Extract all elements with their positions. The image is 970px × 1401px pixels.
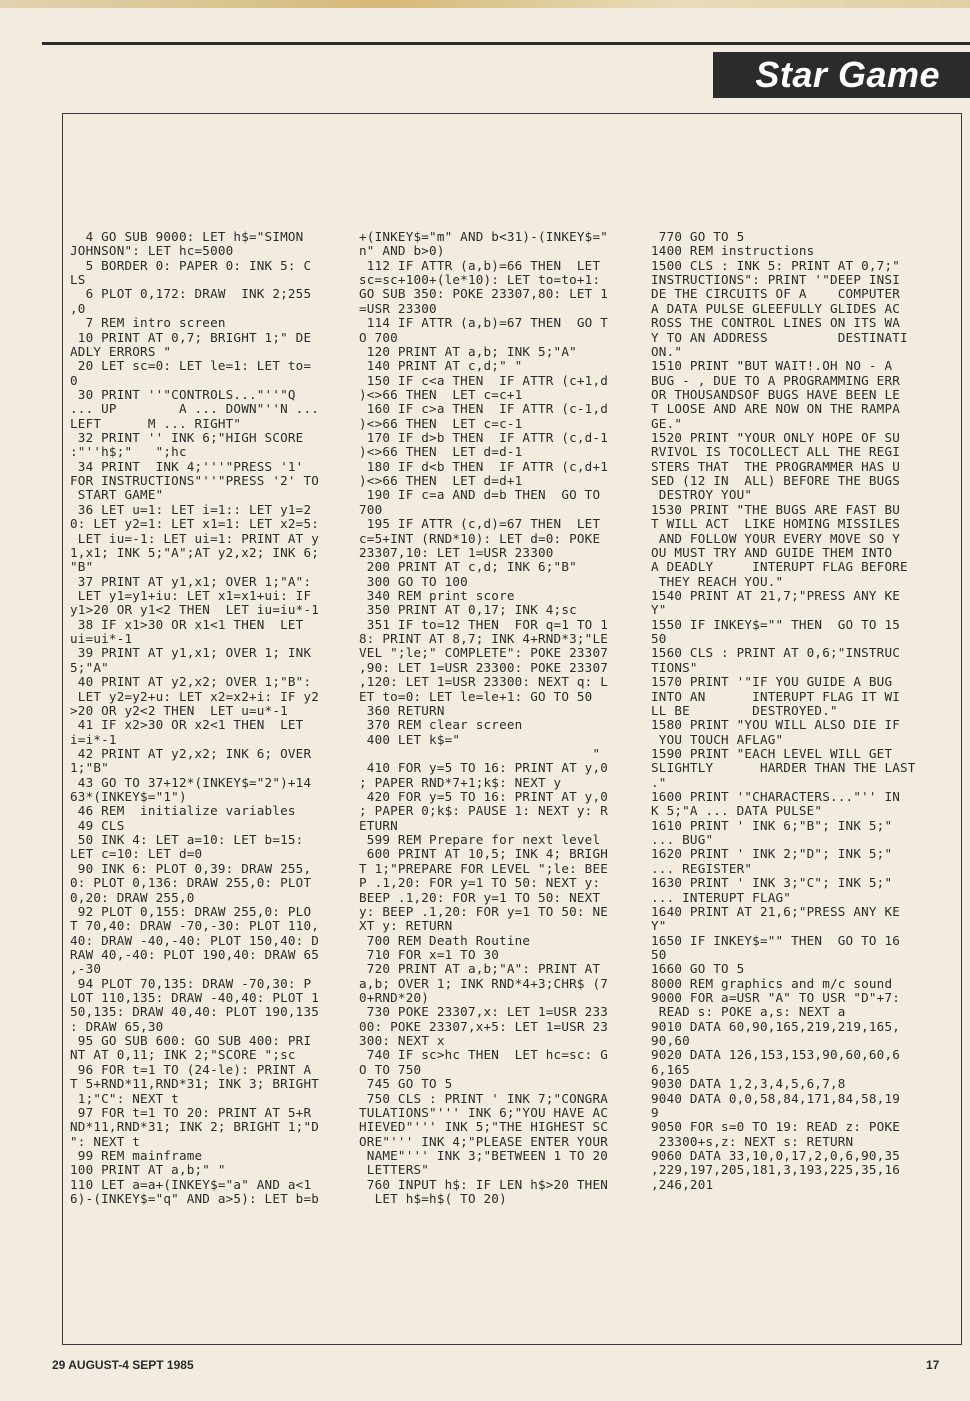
code-line: LET c=10: LET d=0 <box>70 846 203 862</box>
code-line: 400 LET k$=" <box>359 731 461 747</box>
code-line: 99 REM mainframe <box>70 1148 203 1163</box>
listing-column-3 <box>651 230 936 1192</box>
code-line: Y" <box>651 918 667 934</box>
code-line: 1;"C": NEXT t <box>70 1090 179 1106</box>
code-line: ORE"''' INK 4;"PLEASE ENTER YOUR <box>359 1133 609 1149</box>
code-line: 0+RND*20) <box>359 990 430 1006</box>
page-edge-tint <box>0 0 970 8</box>
code-line: JOHNSON": LET hc=5000 <box>70 243 234 259</box>
code-line: 1560 CLS : PRINT AT 0,6;"INSTRUC <box>651 645 901 661</box>
code-line: LEFT M ... RIGHT" <box>70 415 242 431</box>
code-line: :"''h$;" ";hc <box>70 444 187 460</box>
code-line: LS <box>70 272 86 288</box>
code-line: "B" <box>70 559 94 575</box>
code-line: 30 PRINT ''"CONTROLS..."''"Q <box>70 386 296 402</box>
code-line: TIONS" <box>651 659 698 675</box>
code-line: 1600 PRINT '"CHARACTERS..."'' IN <box>651 789 901 805</box>
code-line: 96 FOR t=1 TO (24-le): PRINT A <box>70 1061 312 1077</box>
code-line: ROSS THE CONTROL LINES ON ITS WA <box>651 315 901 331</box>
code-line: 4 GO SUB 9000: LET h$="SIMON <box>70 229 304 244</box>
code-line: 200 PRINT AT c,d; INK 6;"B" <box>359 559 577 575</box>
code-line: 112 IF ATTR (a,b)=66 THEN LET <box>359 257 601 273</box>
code-line: AND FOLLOW YOUR EVERY MOVE SO Y <box>651 530 901 546</box>
code-line: ... REGISTER" <box>651 860 753 876</box>
code-line: O 700 <box>359 329 398 345</box>
code-line: ; PAPER 0;k$: PAUSE 1: NEXT y: R <box>359 803 609 819</box>
code-line: RAW 40,-40: PLOT 190,40: DRAW 65 <box>70 946 320 962</box>
code-line: 1;"B" <box>70 760 109 776</box>
code-line: START GAME" <box>70 487 164 503</box>
code-line: 1660 GO TO 5 <box>651 961 745 977</box>
code-line: SLIGHTLY HARDER THAN THE LAST <box>651 760 916 776</box>
code-line: 170 IF d>b THEN IF ATTR (c,d-1 <box>359 430 609 446</box>
code-line: 5;"A" <box>70 659 109 675</box>
code-line: 32 PRINT '' INK 6;"HIGH SCORE <box>70 430 304 446</box>
code-line: 600 PRINT AT 10,5; INK 4; BRIGH <box>359 846 609 862</box>
code-line: i=i*-1 <box>70 731 117 747</box>
code-line: ." <box>651 774 667 790</box>
code-line: ND*11,RND*31; INK 2; BRIGHT 1;"D <box>70 1119 320 1135</box>
code-line: 46 REM initialize variables <box>70 803 296 819</box>
code-line: )<>66 THEN LET c=c-1 <box>359 415 523 431</box>
code-line: STERS THAT THE PROGRAMMER HAS U <box>651 458 901 474</box>
code-line: 42 PRINT AT y2,x2; INK 6; OVER <box>70 745 312 761</box>
code-line: 97 FOR t=1 TO 20: PRINT AT 5+R <box>70 1104 312 1120</box>
code-line: 370 REM clear screen <box>359 717 523 733</box>
code-line: 114 IF ATTR (a,b)=67 THEN GO T <box>359 315 609 331</box>
code-line: 1640 PRINT AT 21,6;"PRESS ANY KE <box>651 903 901 919</box>
code-line: 00: POKE 23307,x+5: LET 1=USR 23 <box>359 1018 609 1034</box>
code-line: 7 REM intro screen <box>70 315 226 331</box>
issue-date: 29 AUGUST-4 SEPT 1985 <box>52 1358 194 1372</box>
code-line: 180 IF d<b THEN IF ATTR (c,d+1 <box>359 458 609 474</box>
code-line: 710 FOR x=1 TO 30 <box>359 946 500 962</box>
code-line: 1580 PRINT "YOU WILL ALSO DIE IF <box>651 717 901 733</box>
code-line: YOU TOUCH AFLAG" <box>651 731 784 747</box>
code-line: ,0 <box>70 300 86 316</box>
code-line: 150 IF c<a THEN IF ATTR (c+1,d <box>359 372 609 388</box>
code-line: 90,60 <box>651 1033 690 1049</box>
code-line: ... INTERUPT FLAG" <box>651 889 792 905</box>
code-line: 10 PRINT AT 0,7; BRIGHT 1;" DE <box>70 329 312 345</box>
code-line: 9040 DATA 0,0,58,84,171,84,58,19 <box>651 1090 901 1106</box>
code-line: OR THOUSANDSOF BUGS HAVE BEEN LE <box>651 386 901 402</box>
code-line: 94 PLOT 70,135: DRAW -70,30: P <box>70 975 312 991</box>
code-line: Y TO AN ADDRESS DESTINATI <box>651 329 908 345</box>
code-line: 6)-(INKEY$="q" AND a>5): LET b=b <box>70 1191 320 1207</box>
code-line: ... BUG" <box>651 832 714 848</box>
code-line: 9 <box>651 1104 659 1120</box>
code-line: 40 PRINT AT y2,x2; OVER 1;"B": <box>70 674 312 690</box>
code-line: 1610 PRINT ' INK 6;"B"; INK 5;" <box>651 817 893 833</box>
code-line: 0: LET y2=1: LET x1=1: LET x2=5: <box>70 516 320 532</box>
code-line: 1520 PRINT "YOUR ONLY HOPE OF SU <box>651 430 901 446</box>
code-line: 1540 PRINT AT 21,7;"PRESS ANY KE <box>651 587 901 603</box>
code-line: 1590 PRINT "EACH LEVEL WILL GET <box>651 745 893 761</box>
code-line: ,90: LET 1=USR 23300: POKE 23307 <box>359 659 609 675</box>
code-line: BEEP .1,20: FOR y=1 TO 50: NEXT <box>359 889 601 905</box>
code-line: 700 REM Death Routine <box>359 932 531 948</box>
code-line: 8: PRINT AT 8,7; INK 4+RND*3;"LE <box>359 631 609 647</box>
code-line: 1530 PRINT "THE BUGS ARE FAST BU <box>651 501 901 517</box>
code-line: LETTERS" <box>359 1162 430 1178</box>
code-line: 195 IF ATTR (c,d)=67 THEN LET <box>359 516 601 532</box>
page-number: 17 <box>926 1358 940 1372</box>
code-line: 6,165 <box>651 1061 690 1077</box>
code-line: 760 INPUT h$: IF LEN h$>20 THEN <box>359 1176 609 1192</box>
code-line: 9000 FOR a=USR "A" TO USR "D"+7: <box>651 990 901 1006</box>
code-line: ET to=0: LET le=le+1: GO TO 50 <box>359 688 593 704</box>
code-line: 6 PLOT 0,172: DRAW INK 2;255 <box>70 286 312 302</box>
code-line: )<>66 THEN LET d=d+1 <box>359 473 523 489</box>
code-line: 0: PLOT 0,136: DRAW 255,0: PLOT <box>70 875 312 891</box>
code-line: Y" <box>651 602 667 618</box>
code-line: 92 PLOT 0,155: DRAW 255,0: PLO <box>70 903 312 919</box>
code-line: 0,20: DRAW 255,0 <box>70 889 195 905</box>
code-line: 5 BORDER 0: PAPER 0: INK 5: C <box>70 257 312 273</box>
code-line: 720 PRINT AT a,b;"A": PRINT AT <box>359 961 601 977</box>
code-line: HIEVED"''' INK 5;"THE HIGHEST SC <box>359 1119 609 1135</box>
code-line: a,b; OVER 1; INK RND*4+3;CHR$ (7 <box>359 975 609 991</box>
code-line: 0 <box>70 372 78 388</box>
code-line: ... UP A ... DOWN"''N ... <box>70 401 320 417</box>
code-line: " <box>359 745 601 761</box>
code-line: TULATIONS"''' INK 6;"YOU HAVE AC <box>359 1104 609 1120</box>
code-line: 140 PRINT AT c,d;" " <box>359 358 523 374</box>
code-line: 700 <box>359 501 383 517</box>
code-line: 1650 IF INKEY$="" THEN GO TO 16 <box>651 932 901 948</box>
code-line: 1,x1; INK 5;"A";AT y2,x2; INK 6; <box>70 544 320 560</box>
code-line: OU MUST TRY AND GUIDE THEM INTO <box>651 544 893 560</box>
code-line: ,120: LET 1=USR 23300: NEXT q: L <box>359 674 609 690</box>
code-line: 770 GO TO 5 <box>651 229 745 244</box>
code-line: 39 PRINT AT y1,x1; OVER 1; INK <box>70 645 312 661</box>
code-line: 1550 IF INKEY$="" THEN GO TO 15 <box>651 616 901 632</box>
code-line: 1510 PRINT "BUT WAIT!.OH NO - A <box>651 358 893 374</box>
code-line: P .1,20: FOR y=1 TO 50: NEXT y: <box>359 875 601 891</box>
code-line: y: BEEP .1,20: FOR y=1 TO 50: NE <box>359 903 609 919</box>
code-line: ,229,197,205,181,3,193,225,35,16 <box>651 1162 901 1178</box>
code-line: ui=ui*-1 <box>70 631 133 647</box>
code-line: LET y2=y2+u: LET x2=x2+i: IF y2 <box>70 688 320 704</box>
code-line: 43 GO TO 37+12*(INKEY$="2")+14 <box>70 774 312 790</box>
code-line: 360 RETURN <box>359 702 445 718</box>
code-line: FOR INSTRUCTIONS"''"PRESS '2' TO <box>70 473 320 489</box>
code-line: c=5+INT (RND*10): LET d=0: POKE <box>359 530 601 546</box>
code-line: 300: NEXT x <box>359 1033 445 1049</box>
code-line: 23300+s,z: NEXT s: RETURN <box>651 1133 854 1149</box>
code-line: 90 INK 6: PLOT 0,39: DRAW 255, <box>70 860 312 876</box>
code-line: 34 PRINT INK 4;'''"PRESS '1' <box>70 458 304 474</box>
code-line: 95 GO SUB 600: GO SUB 400: PRI <box>70 1033 312 1049</box>
code-line: 36 LET u=1: LET i=1:: LET y1=2 <box>70 501 312 517</box>
code-line: 50 <box>651 946 667 962</box>
code-line: READ s: POKE a,s: NEXT a <box>651 1004 846 1020</box>
code-line: 9020 DATA 126,153,153,90,60,60,6 <box>651 1047 901 1063</box>
code-line: 9010 DATA 60,90,165,219,219,165, <box>651 1018 901 1034</box>
code-line: 730 POKE 23307,x: LET 1=USR 233 <box>359 1004 609 1020</box>
code-line: 120 PRINT AT a,b; INK 5;"A" <box>359 343 577 359</box>
code-line: 20 LET sc=0: LET le=1: LET to= <box>70 358 312 374</box>
code-line: GE." <box>651 415 683 431</box>
code-line: ; PAPER RND*7+1;k$: NEXT y <box>359 774 562 790</box>
code-line: 50 <box>651 631 667 647</box>
code-line: 340 REM print score <box>359 587 515 603</box>
code-line: 190 IF c=a AND d=b THEN GO TO <box>359 487 601 503</box>
code-line: 350 PRINT AT 0,17; INK 4;sc <box>359 602 577 618</box>
code-line: 8000 REM graphics and m/c sound <box>651 975 893 991</box>
code-line: sc=sc+100+(le*10): LET to=to+1: <box>359 272 601 288</box>
code-line: ": NEXT t <box>70 1133 141 1149</box>
listing-column-2 <box>359 230 644 1206</box>
code-line: BUG - , DUE TO A PROGRAMMING ERR <box>651 372 901 388</box>
code-line: =USR 23300 <box>359 300 437 316</box>
section-title-banner: Star Game <box>713 52 970 98</box>
code-line: NAME"''' INK 3;"BETWEEN 1 TO 20 <box>359 1148 609 1163</box>
code-line: 9030 DATA 1,2,3,4,5,6,7,8 <box>651 1076 846 1092</box>
code-line: XT y: RETURN <box>359 918 453 934</box>
code-line: GO SUB 350: POKE 23307,80: LET 1 <box>359 286 609 302</box>
code-line: LET y1=y1+iu: LET x1=x1+ui: IF <box>70 587 312 603</box>
code-line: 1400 REM instructions <box>651 243 815 259</box>
code-line: 1570 PRINT '"IF YOU GUIDE A BUG <box>651 674 893 690</box>
code-line: )<>66 THEN LET d=d-1 <box>359 444 523 460</box>
code-line: 745 GO TO 5 <box>359 1076 453 1092</box>
code-line: y1>20 OR y1<2 THEN LET iu=iu*-1 <box>70 602 320 618</box>
code-line: 351 IF to=12 THEN FOR q=1 TO 1 <box>359 616 609 632</box>
code-line: DESTROY YOU" <box>651 487 753 503</box>
code-line: A DEADLY INTERUPT FLAG BEFORE <box>651 559 908 575</box>
code-line: 160 IF c>a THEN IF ATTR (c-1,d <box>359 401 609 417</box>
code-line: ETURN <box>359 817 398 833</box>
code-line: 100 PRINT AT a,b;" " <box>70 1162 226 1178</box>
code-line: 1620 PRINT ' INK 2;"D"; INK 5;" <box>651 846 893 862</box>
code-line: RVIVOL IS TOCOLLECT ALL THE REGI <box>651 444 901 460</box>
code-line: )<>66 THEN LET c=c+1 <box>359 386 523 402</box>
code-line: 50 INK 4: LET a=10: LET b=15: <box>70 832 304 848</box>
code-line: T 5+RND*11,RND*31; INK 3; BRIGHT <box>70 1076 320 1092</box>
code-line: LOT 110,135: DRAW -40,40: PLOT 1 <box>70 990 320 1006</box>
code-line: 599 REM Prepare for next level <box>359 832 601 848</box>
code-line: ,246,201 <box>651 1176 714 1192</box>
code-line: NT AT 0,11; INK 2;"SCORE ";sc <box>70 1047 296 1063</box>
code-line: 740 IF sc>hc THEN LET hc=sc: G <box>359 1047 609 1063</box>
code-line: T 70,40: DRAW -70,-30: PLOT 110, <box>70 918 320 934</box>
code-line: SED (12 IN ALL) BEFORE THE BUGS <box>651 473 901 489</box>
code-line: ,-30 <box>70 961 102 977</box>
code-line: DE THE CIRCUITS OF A COMPUTER <box>651 286 901 302</box>
code-line: INTO AN INTERUPT FLAG IT WI <box>651 688 901 704</box>
code-line: THEY REACH YOU." <box>651 573 784 589</box>
code-line: T WILL ACT LIKE HOMING MISSILES <box>651 516 901 532</box>
listing-column-1 <box>70 230 355 1206</box>
code-line: 63*(INKEY$="1") <box>70 789 187 805</box>
code-line: 40: DRAW -40,-40: PLOT 150,40: D <box>70 932 320 948</box>
code-line: LET h$=h$( TO 20) <box>359 1191 507 1207</box>
code-line: >20 OR y2<2 THEN LET u=u*-1 <box>70 702 288 718</box>
code-line: : DRAW 65,30 <box>70 1018 164 1034</box>
code-line: T 1;"PREPARE FOR LEVEL ";le: BEE <box>359 860 609 876</box>
code-line: ADLY ERRORS " <box>70 343 172 359</box>
code-line: VEL ";le;" COMPLETE": POKE 23307 <box>359 645 609 661</box>
code-line: 23307,10: LET 1=USR 23300 <box>359 544 554 560</box>
code-line: 41 IF x2>30 OR x2<1 THEN LET <box>70 717 304 733</box>
code-line: 9060 DATA 33,10,0,17,2,0,6,90,35 <box>651 1148 901 1163</box>
code-line: 410 FOR y=5 TO 16: PRINT AT y,0 <box>359 760 609 776</box>
code-line: +(INKEY$="m" AND b<31)-(INKEY$=" <box>359 229 609 244</box>
code-line: 37 PRINT AT y1,x1; OVER 1;"A": <box>70 573 312 589</box>
code-line: A DATA PULSE GLEEFULLY GLIDES AC <box>651 300 901 316</box>
code-line: 1630 PRINT ' INK 3;"C"; INK 5;" <box>651 875 893 891</box>
code-line: LET iu=-1: LET ui=1: PRINT AT y <box>70 530 320 546</box>
header-rule <box>42 42 970 45</box>
code-line: T LOOSE AND ARE NOW ON THE RAMPA <box>651 401 901 417</box>
code-line: 110 LET a=a+(INKEY$="a" AND a<1 <box>70 1176 312 1192</box>
code-line: 49 CLS <box>70 817 125 833</box>
code-line: 1500 CLS : INK 5: PRINT AT 0,7;" <box>651 257 901 273</box>
code-line: ON." <box>651 343 683 359</box>
code-line: 750 CLS : PRINT ' INK 7;"CONGRA <box>359 1090 609 1106</box>
code-line: 420 FOR y=5 TO 16: PRINT AT y,0 <box>359 789 609 805</box>
code-line: K 5;"A ... DATA PULSE" <box>651 803 823 819</box>
code-line: 300 GO TO 100 <box>359 573 468 589</box>
code-line: O TO 750 <box>359 1061 422 1077</box>
code-line: LL BE DESTROYED." <box>651 702 838 718</box>
code-line: n" AND b>0) <box>359 243 445 259</box>
code-line: 50,135: DRAW 40,40: PLOT 190,135 <box>70 1004 320 1020</box>
code-line: 9050 FOR s=0 TO 19: READ z: POKE <box>651 1119 901 1135</box>
code-line: 38 IF x1>30 OR x1<1 THEN LET <box>70 616 304 632</box>
code-line: INSTRUCTIONS": PRINT '"DEEP INSI <box>651 272 901 288</box>
